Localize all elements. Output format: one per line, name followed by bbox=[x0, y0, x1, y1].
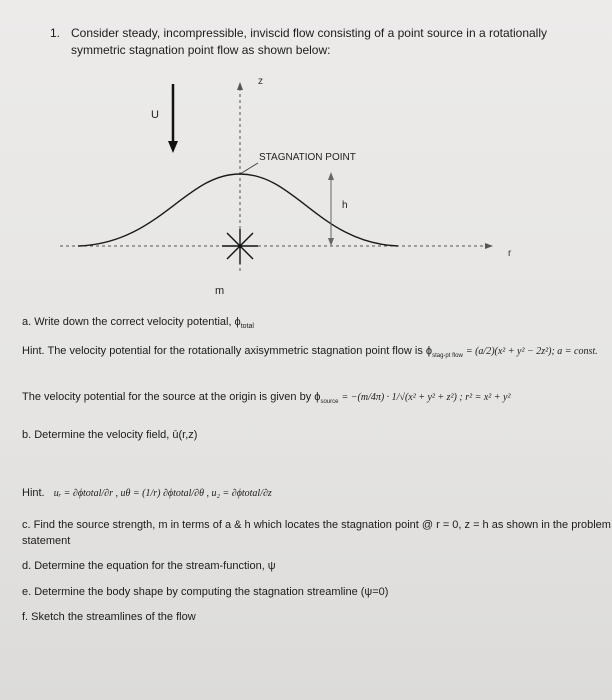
part-b-label: b. Determine the velocity field, ū(r,z) bbox=[22, 429, 198, 441]
body-contour bbox=[78, 174, 398, 246]
m-label: m bbox=[215, 285, 225, 297]
h-dimension-top-arrow bbox=[328, 172, 334, 180]
part-a-source-potential: The velocity potential for the source at the origin is given by $\phi_{source} = -(m/4\pi) \cdot 1/√(x^2 + y^2 + z^2)$ ; r² = x² + y² bbox=[22, 391, 511, 406]
z-axis-arrowhead bbox=[237, 82, 243, 90]
part-e: e. Determine the body shape by computing the stagnation streamline (ψ=0) bbox=[22, 586, 389, 598]
part-c-line1: c. Find the source strength, m in terms of a & h which locates the stagnation point @ r = 0, z = h as shown in the problem bbox=[22, 519, 611, 531]
stag-pt-flow-subscript: stag-pt flow bbox=[432, 353, 463, 360]
problem-number: 1. bbox=[50, 26, 61, 40]
problem-intro-line2: symmetric stagnation point flow as shown below: bbox=[71, 43, 331, 57]
part-b-hint-label: Hint. bbox=[22, 487, 45, 499]
r-axis-label: r bbox=[508, 248, 512, 259]
flow-diagram bbox=[0, 0, 612, 300]
stag-formula: = (a/2)(x² + y² − 2z²); a = const. bbox=[465, 346, 598, 357]
u-label: U bbox=[151, 109, 159, 121]
stagnation-point-label: STAGNATION POINT bbox=[259, 152, 356, 163]
part-b-hint-formula: uᵣ = ∂ϕtotal/∂r , uθ = (1/r) ∂ϕtotal/∂θ , u₂ = ∂ϕtotal/∂z bbox=[53, 488, 272, 499]
stagnation-pointer-line bbox=[240, 163, 258, 174]
part-c-line2: statement bbox=[22, 535, 71, 547]
total-subscript: total bbox=[240, 323, 254, 331]
part-b-hint bbox=[22, 487, 272, 499]
u-arrow-head bbox=[168, 141, 178, 153]
problem-intro-line1: Consider steady, incompressible, inviscid flow consisting of a point source in a rotationally bbox=[71, 26, 548, 40]
r-axis-arrowhead bbox=[485, 243, 493, 249]
part-a-hint-stagnation: Hint. The velocity potential for the rotationally axisymmetric stagnation point flow is $\phi_{stag-pt flow} = (a/2)(x^2 + y^2 - 2z^2)$; a = const. bbox=[22, 345, 598, 360]
h-label: h bbox=[342, 200, 348, 211]
part-f: f. Sketch the streamlines of the flow bbox=[22, 611, 196, 623]
part-a-label: a. Write down the correct velocity potential, $\phi_{total}$ bbox=[22, 316, 254, 331]
source-formula: = −(m/4π) · 1/√(x² + y² + z²) ; r² = x² + y² bbox=[341, 392, 511, 403]
part-d: d. Determine the equation for the stream-function, ψ bbox=[22, 560, 276, 572]
point-source-symbol bbox=[222, 229, 258, 264]
z-axis-label: z bbox=[258, 76, 263, 87]
source-subscript: source bbox=[320, 399, 339, 406]
h-dimension-bottom-arrow bbox=[328, 238, 334, 246]
